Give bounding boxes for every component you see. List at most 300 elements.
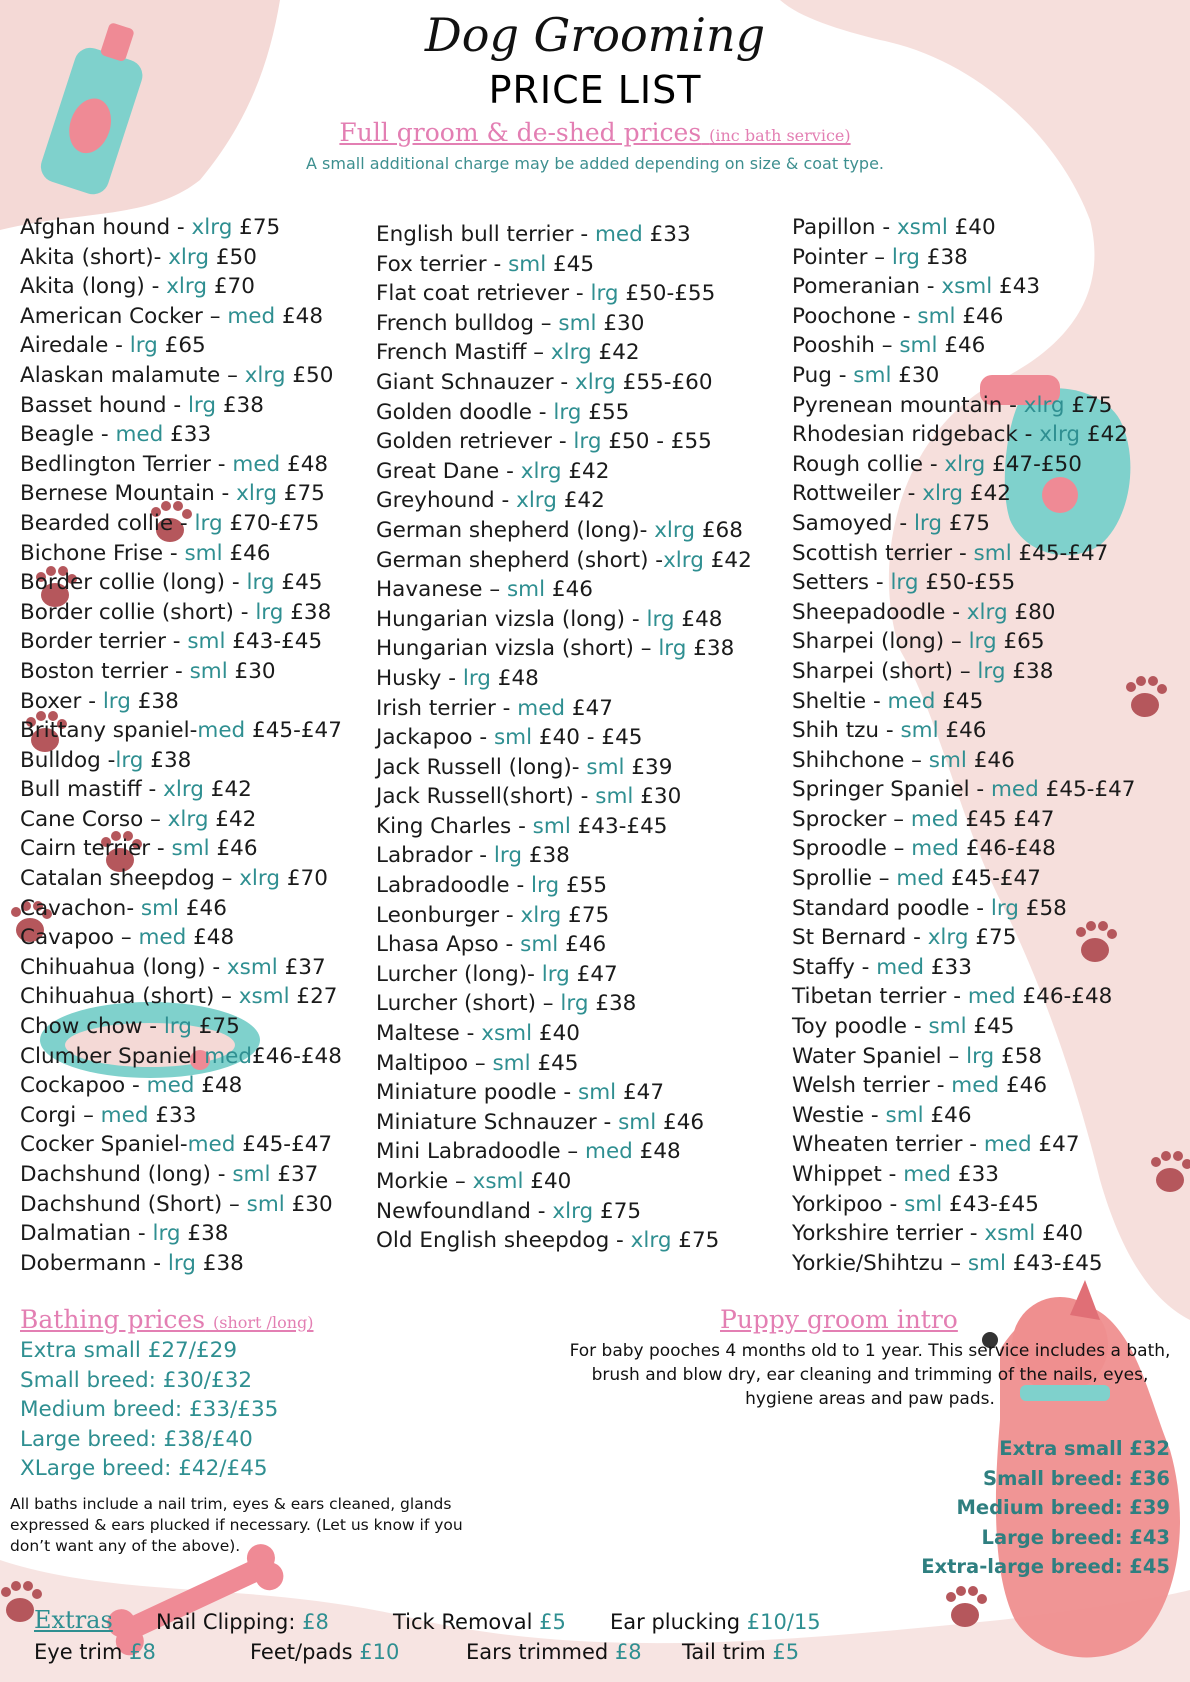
breed-price-item — [20, 568, 342, 598]
breed-name: Chihuahua (long) - — [20, 954, 227, 980]
breed-size: sml — [171, 836, 210, 862]
breed-name: Greyhound - — [376, 488, 517, 514]
breed-name: Yorkipoo - — [792, 1191, 905, 1217]
breed-name: King Charles - — [376, 813, 533, 839]
breed-price-item — [792, 953, 1135, 983]
breed-size: sml — [140, 895, 180, 921]
breed-price: £75 — [232, 215, 281, 240]
breed-name: Giant Schnauzer - — [376, 369, 576, 395]
breed-price: £40 — [1035, 1221, 1084, 1247]
breed-price: £43-£45 — [1005, 1250, 1103, 1276]
breed-price: £38 — [919, 244, 968, 270]
breed-name: Labrador - — [376, 843, 494, 869]
breed-price: £48 — [186, 925, 235, 951]
breed-size: lrg — [187, 392, 217, 418]
breed-name: Westie - — [792, 1102, 886, 1128]
breed-price-item — [20, 716, 342, 746]
breed-price-item — [792, 213, 1135, 243]
breed-size: sml — [246, 1191, 285, 1217]
breed-price-item — [376, 220, 752, 250]
breed-price-item — [376, 427, 752, 457]
breed-size: lrg — [966, 1043, 995, 1069]
breed-name: Boston terrier - — [20, 658, 190, 684]
extra-item — [393, 1610, 566, 1634]
breed-name: Lurcher (short) – — [376, 991, 561, 1017]
breed-price-item — [376, 546, 752, 576]
extra-label: Nail Clipping: — [156, 1610, 303, 1634]
breed-size: lrg — [493, 843, 522, 869]
breed-price-item — [792, 923, 1135, 953]
breed-price-item — [20, 775, 342, 805]
breed-price: £45 — [546, 251, 595, 277]
breed-price-item — [376, 457, 752, 487]
breed-size: xlrg — [167, 806, 209, 832]
extra-item — [250, 1640, 399, 1664]
breed-name: Sproodle – — [792, 836, 912, 862]
extra-label: Tick Removal — [393, 1610, 540, 1634]
breed-size: xlrg — [520, 458, 562, 484]
breed-price: £46 — [545, 577, 593, 603]
breed-price: £70 — [207, 274, 255, 300]
breed-price-item — [20, 1130, 342, 1160]
breed-price-item — [20, 331, 342, 361]
breed-name: Rottweiler - — [792, 481, 923, 507]
breed-name: German shepherd (short) - — [376, 547, 664, 573]
breed-size: sml — [506, 577, 546, 603]
breed-price: £75 — [561, 902, 610, 928]
bathing-heading-text: Bathing prices — [20, 1305, 206, 1334]
breed-name: Dachshund (Short) – — [20, 1191, 247, 1217]
breed-price: £46-£48 — [1015, 984, 1113, 1010]
breed-name: Papillon - — [792, 215, 897, 240]
breed-price-item — [376, 871, 752, 901]
breed-name: Alaskan malamute – — [20, 362, 245, 388]
breed-price: £58 — [994, 1043, 1043, 1069]
breed-name: Newfoundland - — [376, 1198, 553, 1224]
breed-price-item — [20, 302, 342, 332]
breed-price: £43-£45 — [570, 813, 668, 839]
bathing-heading-note: (short /long) — [213, 1313, 314, 1332]
breed-size: med — [187, 1132, 236, 1158]
breed-price-item — [20, 1101, 342, 1131]
breed-size: xsml — [238, 984, 290, 1010]
breed-name: Corgi – — [20, 1102, 101, 1128]
breed-size: med — [887, 688, 936, 714]
breed-name: Beagle - — [20, 422, 116, 448]
extra-price: £8 — [302, 1610, 329, 1634]
breed-size: xlrg — [191, 215, 233, 240]
breed-size: sml — [618, 1109, 657, 1135]
breed-size: sml — [586, 754, 625, 780]
breed-size: sml — [578, 1080, 617, 1106]
breed-price: £42 — [561, 458, 610, 484]
breed-price-item — [376, 575, 752, 605]
breed-price: £58 — [1018, 895, 1067, 921]
breed-size: sml — [520, 932, 559, 958]
breed-price: £68 — [695, 517, 743, 543]
breed-price: £50-£55 — [918, 570, 1016, 596]
breed-size: med — [204, 1043, 253, 1069]
breed-size: med — [232, 451, 281, 477]
breed-price-item — [792, 568, 1135, 598]
extra-price: £8 — [614, 1640, 642, 1664]
breed-price: £75 — [968, 925, 1017, 951]
breed-size: xsml — [226, 954, 278, 980]
breed-price-item — [20, 539, 342, 569]
breed-size: med — [951, 1073, 1000, 1099]
breed-price: £50 — [285, 362, 334, 388]
breed-price: £37 — [277, 954, 326, 980]
breed-price: £38 — [521, 843, 570, 869]
breed-price: £55 — [581, 399, 630, 425]
breed-price: £40 — [947, 215, 996, 240]
breed-name: Morkie – — [376, 1169, 473, 1194]
breed-name: Border collie (long) - — [20, 570, 247, 596]
breed-name: Cavachon- — [20, 895, 141, 921]
breed-price-item — [376, 1197, 752, 1227]
breed-price: £38 — [216, 392, 264, 418]
breed-name: Cocker Spaniel- — [20, 1132, 188, 1158]
breed-size: sml — [900, 718, 939, 744]
breed-price-item — [376, 486, 752, 516]
breed-size: xlrg — [244, 362, 286, 388]
breed-column-1 — [20, 213, 342, 1278]
breed-name: Rough collie - — [792, 451, 945, 477]
breed-price-item — [20, 1190, 342, 1220]
breed-name: Sheltie - — [792, 688, 888, 714]
breed-price-item — [792, 716, 1135, 746]
breed-name: Border collie (short) - — [20, 599, 256, 625]
bathing-price-item: Small breed: £30/£32 — [20, 1367, 253, 1393]
breed-name: Poochone - — [792, 303, 918, 329]
breed-size: sml — [508, 251, 547, 277]
breed-name: Scottish terrier - — [792, 540, 974, 566]
breed-name: St Bernard - — [792, 925, 928, 951]
breed-price-item — [376, 841, 752, 871]
breed-size: xlrg — [550, 340, 592, 366]
breed-name: American Cocker – — [20, 303, 228, 329]
breed-price-item — [792, 450, 1135, 480]
breed-price-item — [376, 989, 752, 1019]
breed-size: sml — [232, 1162, 271, 1187]
breed-name: Cane Corso – — [20, 806, 168, 832]
breed-price-item — [376, 250, 752, 280]
breed-name: Basset hound - — [20, 392, 188, 418]
breed-price-item — [376, 398, 752, 428]
extra-item — [682, 1640, 799, 1664]
breed-price: £33 — [924, 954, 972, 980]
breed-price: £75 — [942, 510, 990, 536]
breed-name: Bulldog - — [20, 747, 116, 773]
extra-price: £10 — [359, 1640, 400, 1664]
breed-name: Afghan hound - — [20, 215, 192, 240]
breed-size: sml — [899, 333, 938, 359]
breed-size: xlrg — [166, 274, 207, 300]
breed-name: Hungarian vizsla (long) - — [376, 606, 647, 632]
breed-name: Husky - — [376, 665, 463, 691]
breed-size: sml — [928, 747, 967, 773]
breed-price-item — [20, 420, 342, 450]
breed-name: Sprollie – — [792, 866, 897, 892]
breed-price: £38 — [143, 747, 192, 773]
extra-price: £5 — [772, 1640, 800, 1664]
breed-size: xlrg — [520, 902, 562, 928]
breed-price: £65 — [996, 629, 1045, 655]
breed-price-item — [376, 279, 752, 309]
breed-name: Bull mastiff - — [20, 777, 164, 803]
breed-price: £38 — [195, 1250, 244, 1276]
breed-price: £45 — [966, 1014, 1015, 1040]
breed-price-item — [792, 1190, 1135, 1220]
breed-price: £47 — [1031, 1132, 1080, 1158]
breed-name: Old English sheepdog - — [376, 1228, 631, 1254]
extra-item — [156, 1610, 329, 1634]
breed-price: £46 — [923, 1102, 972, 1128]
breed-price: £38 — [1005, 658, 1054, 684]
extras-heading: Extras — [34, 1606, 113, 1634]
breed-size: lrg — [246, 570, 275, 596]
breed-price: £46 — [955, 303, 1004, 329]
breed-size: xlrg — [944, 451, 986, 477]
breed-price-item — [792, 1130, 1135, 1160]
breed-size: xlrg — [927, 925, 969, 951]
breed-price: £47 — [616, 1080, 665, 1106]
breed-price-item — [792, 1219, 1135, 1249]
breed-size: xsml — [481, 1021, 533, 1047]
breed-price: £33 — [163, 422, 212, 448]
breed-name: Hungarian vizsla (short) – — [376, 636, 659, 662]
breed-name: Whippet - — [792, 1162, 904, 1187]
breed-name: Akita (long) - — [20, 274, 167, 300]
breed-price-item — [376, 930, 752, 960]
breed-price: £45-£47 — [245, 718, 342, 744]
breed-name: Springer Spaniel - — [792, 777, 991, 803]
size-charge-note: A small additional charge may be added depending on size & coat type. — [305, 154, 885, 173]
breed-price-item — [376, 960, 752, 990]
breed-price-item — [20, 450, 342, 480]
breed-name: Staffy - — [792, 954, 877, 980]
breed-price-item — [792, 1012, 1135, 1042]
breed-size: lrg — [129, 333, 158, 359]
breed-size: sml — [532, 813, 571, 839]
puppy-heading: Puppy groom intro — [720, 1305, 958, 1334]
breed-price: £46 — [966, 747, 1015, 773]
breed-price-item — [792, 1101, 1135, 1131]
breed-price-item — [376, 1137, 752, 1167]
breed-price: £33 — [642, 222, 691, 247]
breed-name: Bedlington Terrier - — [20, 451, 233, 477]
breed-price-item — [20, 598, 342, 628]
breed-column-2 — [376, 220, 752, 1256]
breed-price: £75 — [1064, 392, 1113, 418]
breed-price: £45 — [530, 1050, 579, 1076]
breed-size: lrg — [462, 665, 491, 691]
breed-name: Bernese Mountain - — [20, 481, 237, 507]
breed-price: £37 — [270, 1162, 319, 1187]
breed-size: xlrg — [654, 517, 696, 543]
breed-name: Jackapoo - — [376, 725, 494, 751]
breed-name: Yorkie/Shihtzu – — [792, 1250, 968, 1276]
breed-price: £33 — [148, 1102, 197, 1128]
breed-price: £30 — [227, 658, 276, 684]
breed-price-item — [792, 331, 1135, 361]
breed-price-item — [376, 338, 752, 368]
breed-name: Cockapoo - — [20, 1073, 147, 1099]
breed-price: £48 — [280, 451, 329, 477]
breed-price: £45-£47 — [944, 866, 1041, 892]
breed-price: £46 — [558, 932, 607, 958]
breed-price: £38 — [283, 599, 332, 625]
breed-price: £70 — [280, 866, 328, 892]
breed-price-item — [20, 1042, 342, 1072]
breed-price: £38 — [588, 991, 637, 1017]
breed-price-item — [20, 1071, 342, 1101]
breed-name: Labradoodle - — [376, 873, 532, 899]
breed-size: med — [990, 777, 1039, 803]
breed-name: Akita (short)- — [20, 244, 169, 270]
breed-price: £55 — [559, 873, 608, 899]
breed-price: £39 — [624, 754, 673, 780]
breed-price-item — [792, 539, 1135, 569]
breed-price-item — [20, 361, 342, 391]
breed-name: Sharpei (long) – — [792, 629, 969, 655]
breed-price: £30 — [284, 1191, 333, 1217]
breed-size: xlrg — [236, 481, 277, 507]
breed-price: £46 — [222, 540, 271, 566]
breed-price: £65 — [157, 333, 206, 359]
breed-name: Shih tzu - — [792, 718, 901, 744]
breed-name: Leonburger - — [376, 902, 521, 928]
breed-price: £47 — [565, 695, 613, 721]
breed-price: £42 — [703, 547, 752, 573]
puppy-price-item: Extra small £32 — [999, 1437, 1170, 1460]
breed-column-3 — [792, 213, 1135, 1278]
breed-name: Fox terrier - — [376, 251, 509, 277]
breed-price: £46 — [209, 836, 258, 862]
breed-size: lrg — [658, 636, 687, 662]
breed-name: Wheaten terrier - — [792, 1132, 984, 1158]
breed-price-item — [792, 775, 1135, 805]
bathing-price-item: XLarge breed: £42/£45 — [20, 1456, 268, 1482]
breed-price-item — [20, 805, 342, 835]
breed-size: xlrg — [575, 369, 616, 395]
breed-price-item — [792, 687, 1135, 717]
breed-price-item — [20, 687, 342, 717]
breed-size: xlrg — [163, 777, 204, 803]
breed-size: lrg — [531, 873, 560, 899]
breed-price-item — [792, 982, 1135, 1012]
breed-price: £46 — [937, 333, 986, 359]
extra-price: £10/15 — [746, 1610, 821, 1634]
breed-size: med — [876, 954, 925, 980]
extra-label: Tail trim — [682, 1640, 773, 1664]
breed-price-item — [20, 1012, 342, 1042]
breed-size: lrg — [891, 244, 920, 270]
breed-size: lrg — [167, 1250, 196, 1276]
breed-name: Maltese - — [376, 1021, 482, 1047]
breed-name: Cairn terrier - — [20, 836, 172, 862]
bathing-price-item: Medium breed: £33/£35 — [20, 1397, 279, 1423]
breed-price-item — [20, 894, 342, 924]
breed-price: £46 — [999, 1073, 1047, 1099]
breed-size: xlrg — [516, 488, 557, 514]
breed-name: Golden retriever - — [376, 429, 574, 455]
bathing-price-item: Large breed: £38/£40 — [20, 1426, 253, 1452]
puppy-price-item: Small breed: £36 — [983, 1466, 1170, 1490]
full-groom-heading-note: (inc bath service) — [709, 126, 851, 145]
breed-size: lrg — [913, 510, 943, 536]
breed-size: sml — [492, 1050, 531, 1076]
breed-size: sml — [184, 540, 223, 566]
breed-price: £27 — [289, 984, 338, 1010]
breed-price: £75 — [671, 1228, 720, 1254]
breed-price-item — [20, 1249, 342, 1279]
bathing-price-item: Extra small £27/£29 — [20, 1338, 238, 1363]
breed-price: £48 — [275, 303, 324, 329]
breed-name: Sheepadoodle - — [792, 599, 967, 625]
breed-price-item — [376, 634, 752, 664]
breed-price-item — [792, 746, 1135, 776]
breed-name: German shepherd (long)- — [376, 517, 655, 543]
breed-price-item — [792, 864, 1135, 894]
breed-price: £42 — [1080, 422, 1128, 448]
breed-price-item — [792, 1249, 1135, 1279]
breed-name: Miniature Schnauzer - — [376, 1109, 619, 1135]
breed-name: Maltipoo – — [376, 1050, 493, 1076]
breed-size: lrg — [255, 599, 284, 625]
breed-price: £45 — [935, 688, 984, 714]
puppy-price-item: Medium breed: £39 — [956, 1496, 1170, 1520]
breed-size: xsml — [896, 215, 948, 240]
breed-size: med — [983, 1132, 1032, 1158]
breed-price-item — [792, 1071, 1135, 1101]
breed-price: £48 — [674, 606, 723, 632]
breed-price: £42 — [203, 777, 252, 803]
breed-price-item — [792, 509, 1135, 539]
breed-price: £75 — [276, 481, 325, 507]
breed-price-item — [20, 834, 342, 864]
breed-price: £42 — [556, 488, 605, 514]
extra-price: £8 — [129, 1640, 156, 1664]
breed-price: £45 £47 — [958, 806, 1055, 832]
breed-price-item — [792, 479, 1135, 509]
breed-size: med — [100, 1102, 149, 1128]
breed-name: Bearded collie - — [20, 510, 195, 536]
breed-size: lrg — [646, 606, 675, 632]
breed-name: Jack Russell(short) - — [376, 784, 596, 810]
breed-size: lrg — [590, 281, 619, 307]
breed-size: xlrg — [168, 244, 210, 270]
breed-size: med — [517, 695, 566, 721]
breed-price: £48 — [194, 1073, 243, 1099]
breed-size: lrg — [152, 1221, 181, 1247]
breed-name: Standard poodle - — [792, 895, 991, 921]
breed-price: £40 — [523, 1169, 572, 1194]
breed-price-item — [20, 657, 342, 687]
breed-name: Chihuahua (short) – — [20, 984, 239, 1010]
breed-name: Sharpei (short) – — [792, 658, 978, 684]
breed-size: lrg — [163, 1014, 192, 1040]
breed-name: Dachshund (long) - — [20, 1162, 233, 1187]
breed-name: Clumber Spaniel — [20, 1043, 205, 1069]
breed-price: £80 — [1007, 599, 1056, 625]
breed-price-item — [792, 834, 1135, 864]
puppy-price-item: Extra-large breed: £45 — [921, 1555, 1170, 1579]
breed-size: xsml — [941, 274, 993, 300]
breed-name: Toy poodle - — [792, 1014, 929, 1040]
breed-price-item — [20, 1219, 342, 1249]
extra-price: £5 — [539, 1610, 566, 1634]
